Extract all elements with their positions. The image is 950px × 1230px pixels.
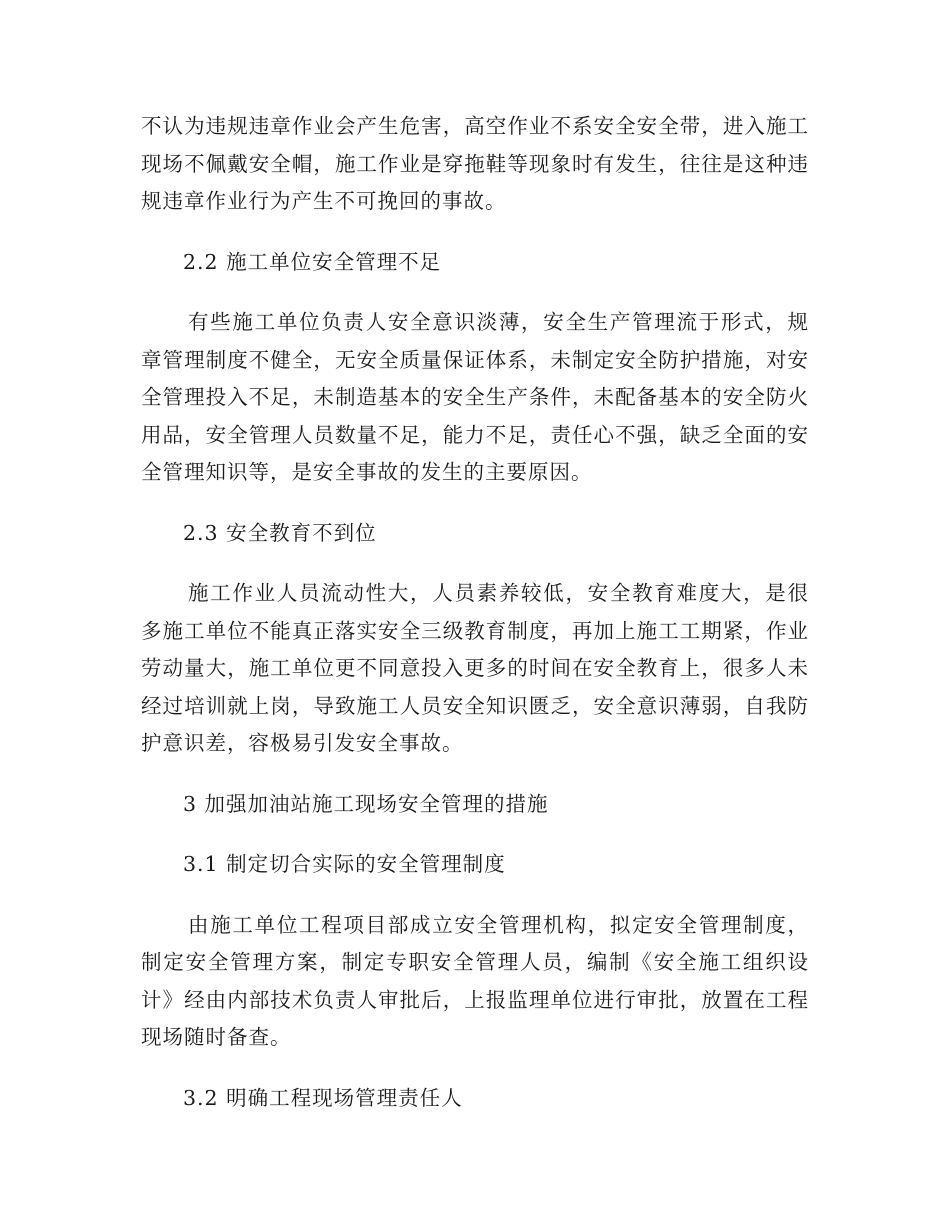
paragraph-management-system: 由施工单位工程项目部成立安全管理机构，拟定安全管理制度，制定安全管理方案，制定专职安全管理人员，编制《安全施工组织设计》经由内部技术负责人审批后，上报监理单位进行审批，放置在工程现场随时备查。 xyxy=(141,912,809,1049)
section-heading-3-2: 3.2 明确工程现场管理责任人 xyxy=(183,1085,463,1110)
section-heading-2-3: 2.3 安全教育不到位 xyxy=(183,520,377,545)
paragraph-safety-education: 施工作业人员流动性大，人员素养较低，安全教育难度大，是很多施工单位不能真正落实安全三级教育制度，再加上施工工期紧，作业劳动量大，施工单位更不同意投入更多的时间在安全教育上，很多人未经过培训就上岗，导致施工人员安全知识匮乏，安全意识薄弱，自我防护意识差，容极易引发安全事故。 xyxy=(141,581,809,755)
section-heading-2-2: 2.2 施工单位安全管理不足 xyxy=(183,249,442,274)
paragraph-management-deficiency: 有些施工单位负责人安全意识淡薄，安全生产管理流于形式，规章管理制度不健全，无安全质量保证体系，未制定安全防护措施，对安全管理投入不足，未制造基本的安全生产条件，未配备基本的安全防火用品，安全管理人员数量不足，能力不足，责任心不强，缺乏全面的安全管理知识等，是安全事故的发生的主要原因。 xyxy=(141,310,809,484)
section-heading-3: 3 加强加油站施工现场安全管理的措施 xyxy=(183,791,549,816)
paragraph-violations: 不认为违规违章作业会产生危害，高空作业不系安全安全带，进入施工现场不佩戴安全帽，施工作业是穿拖鞋等现象时有发生，往往是这种违规违章作业行为产生不可挽回的事故。 xyxy=(141,114,809,213)
section-heading-3-1: 3.1 制定切合实际的安全管理制度 xyxy=(183,852,506,876)
document-body xyxy=(141,108,809,1140)
